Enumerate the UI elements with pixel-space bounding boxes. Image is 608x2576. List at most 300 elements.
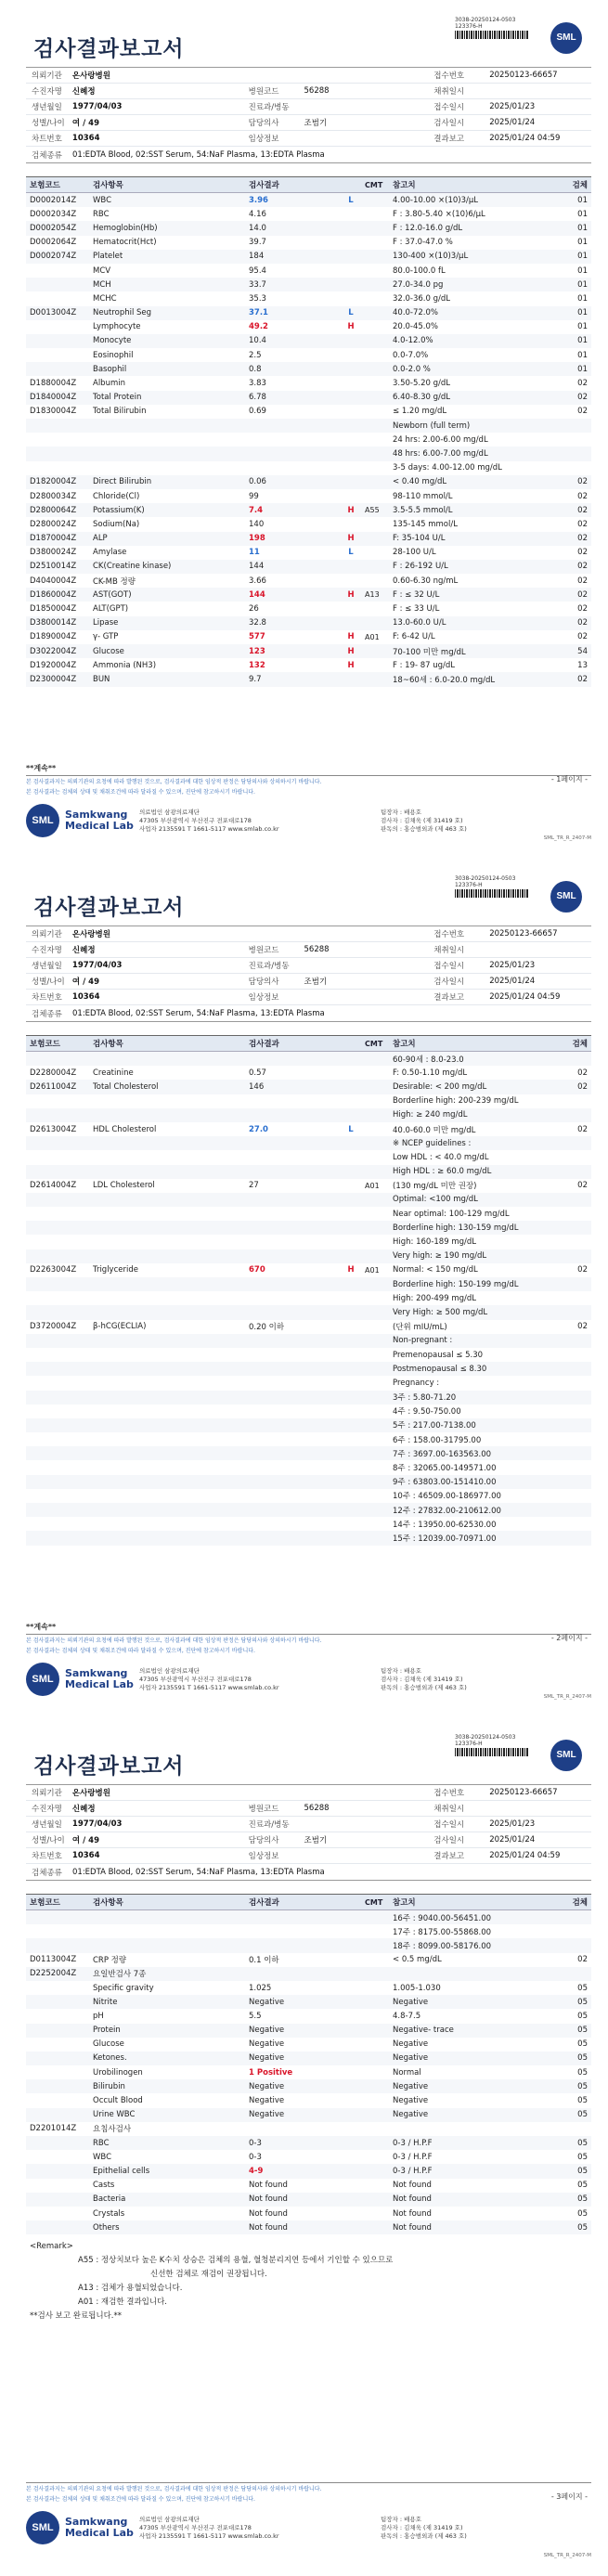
cell-result: 33.7 bbox=[249, 279, 266, 290]
birth-label: 생년월일 bbox=[32, 103, 62, 112]
cell-item: ALT(GPT) bbox=[93, 604, 129, 615]
cell-spec: 02 bbox=[577, 548, 588, 558]
chart-no-value: 10364 bbox=[71, 134, 100, 143]
chart-no-label: 차트번호 bbox=[32, 135, 62, 144]
cell-spec: 02 bbox=[577, 589, 588, 600]
cell-result: 3.96 bbox=[249, 195, 268, 205]
cell-ref: < 0.40 mg/dL bbox=[393, 477, 447, 487]
table-row bbox=[26, 1517, 591, 1531]
page-footer bbox=[26, 2480, 591, 2558]
table-row bbox=[26, 2122, 591, 2136]
cell-ref: 6주 : 158.00-31795.00 bbox=[393, 1435, 482, 1445]
cell-spec: 02 bbox=[577, 1265, 588, 1275]
result-date-value: 2025/01/24 04:59 bbox=[489, 1851, 561, 1860]
cell-result: 11 bbox=[249, 548, 260, 558]
table-header bbox=[26, 1895, 591, 1910]
cell-flag: L bbox=[348, 195, 354, 205]
hospital-code-label: 병원코드 bbox=[248, 1805, 279, 1814]
table-row bbox=[26, 1150, 591, 1164]
brand-name-line1: Samkwang bbox=[65, 2516, 128, 2528]
cell-ref: F : ≤ 33 U/L bbox=[393, 604, 440, 615]
cell-code: D2800024Z bbox=[30, 519, 77, 529]
cell-item: Amylase bbox=[93, 548, 127, 558]
receipt-no-label: 접수번호 bbox=[433, 1789, 465, 1798]
sex-age-label: 성별/나이 bbox=[32, 977, 65, 987]
exam-date-label: 검사일시 bbox=[433, 977, 465, 987]
collect-date-label: 채취일시 bbox=[433, 1805, 465, 1814]
cell-item: Potassium(K) bbox=[93, 505, 145, 515]
cell-flag: H bbox=[347, 534, 355, 544]
cell-spec: 01 bbox=[577, 209, 588, 219]
cell-code: D0002074Z bbox=[30, 252, 77, 262]
table-row bbox=[26, 207, 591, 221]
info-row bbox=[26, 926, 591, 942]
receipt-no-label: 접수번호 bbox=[433, 930, 465, 939]
cell-item: Specific gravity bbox=[93, 1983, 154, 1993]
specimen-label: 검체종류 bbox=[32, 1868, 62, 1878]
cell-spec: 01 bbox=[577, 279, 588, 290]
form-id: SML_TR_R_2407-M bbox=[543, 1694, 591, 1700]
info-row bbox=[26, 974, 591, 990]
cell-result: 35.3 bbox=[249, 293, 266, 304]
cell-ref: 12주 : 27832.00-210612.00 bbox=[393, 1506, 501, 1516]
barcode-line-1: 3038-20250124-0503 bbox=[455, 875, 516, 882]
address-line-3: 사업자 2135591 T 1661-5117 www.smlab.co.kr bbox=[139, 2531, 279, 2540]
info-row bbox=[26, 1832, 591, 1848]
brand-name-line2: Medical Lab bbox=[65, 820, 134, 832]
col-code: 보험코드 bbox=[30, 1040, 60, 1049]
table-row bbox=[26, 2024, 591, 2038]
page-footer bbox=[26, 763, 591, 841]
cell-result: Negative bbox=[249, 2096, 285, 2106]
table-row bbox=[26, 1179, 591, 1193]
cell-result: 0.69 bbox=[249, 407, 266, 417]
staff-line-3: 판독의 : 홍승범외과 (제 463 호) bbox=[381, 824, 467, 833]
page-header bbox=[26, 1727, 591, 1784]
table-row bbox=[26, 2207, 591, 2220]
cell-spec: 01 bbox=[577, 238, 588, 248]
cell-ref: 135-145 mmol/L bbox=[393, 519, 458, 529]
hospital-code-value: 56288 bbox=[304, 945, 330, 954]
cell-code: D3022004Z bbox=[30, 646, 77, 656]
name-label: 수진자명 bbox=[32, 87, 62, 97]
table-row bbox=[26, 1277, 591, 1291]
cell-ref: 14주 : 13950.00-62530.00 bbox=[393, 1520, 497, 1530]
cell-code: D2614004Z bbox=[30, 1181, 77, 1191]
hospital-code-value: 56288 bbox=[304, 1804, 330, 1813]
cell-item: Albumin bbox=[93, 379, 125, 389]
cell-spec: 05 bbox=[577, 2026, 588, 2036]
cell-ref: 3.50-5.20 g/dL bbox=[393, 379, 451, 389]
cell-item: Total Protein bbox=[93, 393, 142, 403]
cell-ref: ≤ 1.20 mg/dL bbox=[393, 407, 447, 417]
remark-a01: A01 : 재검한 결과입니다. bbox=[78, 2298, 167, 2308]
table-row bbox=[26, 362, 591, 376]
table-row bbox=[26, 1531, 591, 1545]
cell-result: 6.78 bbox=[249, 393, 266, 403]
cell-item: WBC bbox=[93, 2152, 112, 2162]
cell-ref: 60-90세 : 8.0-23.0 bbox=[393, 1055, 464, 1065]
cell-result: Negative bbox=[249, 2053, 285, 2064]
cell-code: D0002014Z bbox=[30, 195, 77, 205]
cell-ref: Negative bbox=[393, 2039, 429, 2050]
cell-spec: 05 bbox=[577, 2208, 588, 2219]
info-row bbox=[26, 990, 591, 1005]
cell-ref: 13.0-60.0 U/L bbox=[393, 618, 446, 628]
page-footer bbox=[26, 1622, 591, 1700]
col-result: 검사결과 bbox=[249, 1040, 279, 1049]
cell-result: 144 bbox=[249, 562, 265, 572]
col-spec: 검체 bbox=[572, 1040, 588, 1049]
barcode-bars bbox=[455, 31, 529, 39]
receipt-no-label: 접수번호 bbox=[433, 71, 465, 81]
doctor-value: 조범기 bbox=[304, 119, 328, 128]
cell-item: β-hCG(ECLIA) bbox=[93, 1322, 147, 1332]
table-row bbox=[26, 1391, 591, 1405]
cell-code: D3800014Z bbox=[30, 618, 77, 628]
page-header bbox=[26, 868, 591, 926]
cell-spec: 05 bbox=[577, 2222, 588, 2233]
cell-spec: 01 bbox=[577, 293, 588, 304]
cell-spec: 02 bbox=[577, 1181, 588, 1191]
cell-code: D2201014Z bbox=[30, 2124, 77, 2134]
cell-ref: F : 26-192 U/L bbox=[393, 562, 448, 572]
cell-ref: (단위 mIU/mL) bbox=[393, 1323, 447, 1333]
table-row bbox=[26, 588, 591, 602]
cell-ref: 0-3 / H.P.F bbox=[393, 2166, 433, 2176]
dept-label: 진료과/병동 bbox=[248, 1820, 290, 1830]
cell-ref: Not found bbox=[393, 2194, 432, 2205]
info-row bbox=[26, 131, 591, 147]
cell-ref: 0.60-6.30 ng/mL bbox=[393, 576, 459, 586]
cell-ref: Newborn (full term) bbox=[393, 421, 471, 431]
cell-spec: 02 bbox=[577, 407, 588, 417]
table-row bbox=[26, 1320, 591, 1334]
cell-result: 0.06 bbox=[249, 477, 266, 487]
cell-ref: Premenopausal ≤ 5.30 bbox=[393, 1350, 484, 1360]
cell-result: 10.4 bbox=[249, 336, 266, 346]
table-row bbox=[26, 1305, 591, 1319]
brand-name bbox=[65, 809, 139, 832]
cell-item: Casts bbox=[93, 2181, 115, 2191]
cell-result: 577 bbox=[249, 632, 265, 642]
cell-code: D0002064Z bbox=[30, 238, 77, 248]
table-row bbox=[26, 1263, 591, 1277]
cell-spec: 02 bbox=[577, 632, 588, 642]
exam-date-value: 2025/01/24 bbox=[489, 1835, 536, 1845]
table-row bbox=[26, 291, 591, 305]
table-row bbox=[26, 1489, 591, 1503]
table-row bbox=[26, 517, 591, 531]
document-title: 검사결과보고서 bbox=[33, 896, 185, 920]
cell-ref: Near optimal: 100-129 mg/dL bbox=[393, 1209, 510, 1219]
cell-item: AST(GOT) bbox=[93, 589, 132, 600]
cell-spec: 01 bbox=[577, 308, 588, 318]
cell-code: D1880004Z bbox=[30, 379, 77, 389]
cell-item: MCHC bbox=[93, 293, 117, 304]
col-result: 검사결과 bbox=[249, 181, 279, 190]
cell-item: Triglyceride bbox=[93, 1265, 138, 1275]
doctor-label: 담당의사 bbox=[248, 119, 279, 128]
table-row bbox=[26, 489, 591, 503]
cell-item: Bilirubin bbox=[93, 2081, 125, 2091]
info-row bbox=[26, 1864, 591, 1880]
table-row bbox=[26, 2179, 591, 2193]
cell-spec: 05 bbox=[577, 2194, 588, 2205]
cell-ref: 0.0-7.0% bbox=[393, 350, 429, 360]
table-row bbox=[26, 2079, 591, 2093]
cell-result: 670 bbox=[249, 1265, 265, 1275]
collect-date-label: 채취일시 bbox=[433, 946, 465, 955]
cell-spec: 05 bbox=[577, 2067, 588, 2078]
barcode-line-2: 123376-H bbox=[455, 1741, 483, 1747]
cell-spec: 02 bbox=[577, 505, 588, 515]
col-ref: 참고치 bbox=[393, 1898, 416, 1908]
info-row bbox=[26, 958, 591, 974]
cell-ref: 0-3 / H.P.F bbox=[393, 2152, 433, 2162]
table-row bbox=[26, 264, 591, 278]
cell-cmt: A01 bbox=[365, 1181, 380, 1190]
cell-ref: Normal: < 150 mg/dL bbox=[393, 1265, 478, 1275]
cell-spec: 02 bbox=[577, 534, 588, 544]
table-row bbox=[26, 236, 591, 250]
cell-ref: 32.0-36.0 g/dL bbox=[393, 293, 451, 304]
cell-item: 요일반검사 7종 bbox=[93, 1970, 147, 1980]
cell-result: 3.66 bbox=[249, 576, 266, 586]
cell-result: 0.1 이하 bbox=[249, 1956, 279, 1966]
cell-ref: Optimal: <100 mg/dL bbox=[393, 1195, 478, 1205]
cell-item: Nitrite bbox=[93, 1997, 118, 2007]
cell-result: 26 bbox=[249, 604, 259, 615]
cell-spec: 05 bbox=[577, 1983, 588, 1993]
brand-name-line2: Medical Lab bbox=[65, 1678, 134, 1690]
table-row bbox=[26, 1193, 591, 1207]
table-row bbox=[26, 2093, 591, 2107]
cell-ref: F : 37.0-47.0 % bbox=[393, 238, 453, 248]
cell-result: 198 bbox=[249, 534, 265, 544]
cell-flag: H bbox=[347, 505, 355, 515]
notice-1: 본 검사결과지는 의뢰기관의 요청에 따라 발행된 것으로, 검사결과에 대한 임상적 판정은 담당의사와 상의하시기 바랍니다. bbox=[26, 2486, 322, 2492]
cell-ref: 70-100 미만 mg/dL bbox=[393, 647, 466, 657]
cell-spec: 05 bbox=[577, 2039, 588, 2050]
result-date-value: 2025/01/24 04:59 bbox=[489, 992, 561, 1002]
brand-name bbox=[65, 2517, 139, 2539]
cell-result: 49.2 bbox=[249, 322, 268, 332]
cell-result: Not found bbox=[249, 2194, 288, 2205]
cell-code: D2252004Z bbox=[30, 1969, 77, 1979]
table-row bbox=[26, 1122, 591, 1136]
cell-item: Epithelial cells bbox=[93, 2166, 150, 2176]
brand-name-line1: Samkwang bbox=[65, 1667, 128, 1679]
cell-flag: H bbox=[347, 322, 355, 332]
cell-ref: 17주 : 8175.00-55868.00 bbox=[393, 1927, 492, 1937]
address-line-3: 사업자 2135591 T 1661-5117 www.smlab.co.kr bbox=[139, 824, 279, 833]
table-row bbox=[26, 461, 591, 475]
lab-staff bbox=[381, 1667, 467, 1692]
form-id: SML_TR_R_2407-M bbox=[543, 835, 591, 841]
table-row bbox=[26, 278, 591, 291]
cell-result: Not found bbox=[249, 2208, 288, 2219]
cell-item: Glucose bbox=[93, 646, 124, 656]
cell-flag: H bbox=[347, 1265, 355, 1275]
cell-code: D0002054Z bbox=[30, 223, 77, 233]
table-row bbox=[26, 2009, 591, 2023]
cell-spec: 05 bbox=[577, 2166, 588, 2176]
cell-result: 4.16 bbox=[249, 209, 266, 219]
cell-item: Lymphocyte bbox=[93, 322, 141, 332]
cell-code: D0013004Z bbox=[30, 308, 77, 318]
receipt-no-value: 20250123-66657 bbox=[489, 1788, 558, 1797]
cell-item: BUN bbox=[93, 674, 110, 684]
table-row bbox=[26, 1938, 591, 1952]
cell-ref: 0.0-2.0 % bbox=[393, 364, 431, 374]
cell-result: 7.4 bbox=[249, 505, 264, 515]
cell-item: CRP 정량 bbox=[93, 1956, 127, 1966]
info-row bbox=[26, 147, 591, 162]
cell-ref: F : 12.0-16.0 g/dL bbox=[393, 223, 463, 233]
table-row bbox=[26, 503, 591, 517]
cell-ref: 48 hrs: 6.00-7.00 mg/dL bbox=[393, 448, 488, 459]
page-number: - 1페이지 - bbox=[550, 775, 588, 783]
hospital-code-label: 병원코드 bbox=[248, 87, 279, 97]
barcode bbox=[455, 875, 529, 898]
table-row bbox=[26, 2150, 591, 2164]
exam-date-value: 2025/01/24 bbox=[489, 118, 536, 127]
report-page bbox=[0, 859, 608, 1717]
table-row bbox=[26, 1207, 591, 1221]
sml-logo: SML bbox=[550, 881, 582, 913]
cell-spec: 02 bbox=[577, 393, 588, 403]
cell-spec: 01 bbox=[577, 364, 588, 374]
cell-ref: 8주 : 32065.00-149571.00 bbox=[393, 1464, 497, 1474]
table-body bbox=[26, 1052, 591, 1546]
remark-a13: A13 : 검체가 용혈되었습니다. bbox=[78, 2284, 183, 2294]
receipt-no-value: 20250123-66657 bbox=[489, 71, 558, 80]
cell-item: pH bbox=[93, 2011, 104, 2021]
hospital-code-value: 56288 bbox=[304, 86, 330, 96]
doctor-label: 담당의사 bbox=[248, 1836, 279, 1845]
table-row bbox=[26, 1981, 591, 1995]
cell-ref: (130 mg/dL 미만 권장) bbox=[393, 1182, 477, 1192]
table-row bbox=[26, 221, 591, 235]
sml-logo: SML bbox=[26, 804, 59, 837]
info-row bbox=[26, 68, 591, 84]
birth-label: 생년월일 bbox=[32, 962, 62, 971]
cell-spec: 02 bbox=[577, 1322, 588, 1332]
sex-age-label: 성별/나이 bbox=[32, 119, 65, 128]
cell-ref: Negative- trace bbox=[393, 2026, 454, 2036]
staff-line-3: 판독의 : 홍승범외과 (제 463 호) bbox=[381, 2531, 467, 2540]
cell-item: Hemoglobin(Hb) bbox=[93, 223, 158, 233]
cell-item: γ- GTP bbox=[93, 632, 119, 642]
col-item: 검사항목 bbox=[93, 1040, 123, 1049]
info-row bbox=[26, 99, 591, 115]
cell-spec: 01 bbox=[577, 265, 588, 276]
table-row bbox=[26, 306, 591, 320]
cell-result: 39.7 bbox=[249, 238, 266, 248]
cell-spec: 05 bbox=[577, 2152, 588, 2162]
cell-flag: H bbox=[347, 632, 355, 642]
cell-result: Negative bbox=[249, 1997, 285, 2007]
barcode-bars bbox=[455, 1748, 529, 1756]
cell-ref: High HDL : ≥ 60.0 mg/dL bbox=[393, 1167, 492, 1177]
table-row bbox=[26, 193, 591, 207]
table-row bbox=[26, 644, 591, 658]
cell-spec: 05 bbox=[577, 2081, 588, 2091]
result-table bbox=[26, 176, 591, 687]
col-spec: 검체 bbox=[572, 1898, 588, 1908]
table-row bbox=[26, 376, 591, 390]
cell-ref: Borderline high: 150-199 mg/dL bbox=[393, 1279, 519, 1289]
cell-code: D2510014Z bbox=[30, 562, 77, 572]
receipt-date-label: 접수일시 bbox=[433, 103, 465, 112]
notice-1: 본 검사결과지는 의뢰기관의 요청에 따라 발행된 것으로, 검사결과에 대한 임상적 판정은 담당의사와 상의하시기 바랍니다. bbox=[26, 779, 322, 785]
table-row bbox=[26, 1052, 591, 1066]
cell-ref: F: 6-42 U/L bbox=[393, 632, 435, 642]
info-row bbox=[26, 84, 591, 99]
cell-ref: F: 0.50-1.10 mg/dL bbox=[393, 1068, 468, 1078]
cell-code: D2800034Z bbox=[30, 491, 77, 501]
table-row bbox=[26, 546, 591, 560]
cell-item: Chloride(Cl) bbox=[93, 491, 140, 501]
cell-ref: 0-3 / H.P.F bbox=[393, 2138, 433, 2148]
cell-ref: 24 hrs: 2.00-6.00 mg/dL bbox=[393, 434, 488, 445]
cell-cmt: A01 bbox=[365, 1265, 380, 1275]
cell-result: 37.1 bbox=[249, 308, 268, 318]
info-row bbox=[26, 1801, 591, 1817]
staff-line-1: 팀장자 : 배용호 bbox=[381, 1666, 421, 1675]
chart-no-label: 차트번호 bbox=[32, 993, 62, 1003]
document-title: 검사결과보고서 bbox=[33, 37, 185, 61]
institution-value: 온사랑병원 bbox=[71, 71, 110, 81]
patient-info bbox=[26, 67, 591, 163]
table-row bbox=[26, 2164, 591, 2178]
doctor-value: 조범기 bbox=[304, 1836, 328, 1845]
cell-spec: 01 bbox=[577, 322, 588, 332]
cell-item: Others bbox=[93, 2222, 120, 2233]
cell-code: D2611004Z bbox=[30, 1081, 77, 1092]
cell-item: Sodium(Na) bbox=[93, 519, 140, 529]
table-row bbox=[26, 1362, 591, 1376]
cell-spec: 02 bbox=[577, 674, 588, 684]
cell-spec: 02 bbox=[577, 1081, 588, 1092]
cell-spec: 02 bbox=[577, 1955, 588, 1965]
cell-spec: 01 bbox=[577, 252, 588, 262]
cell-result: 146 bbox=[249, 1081, 265, 1092]
receipt-date-label: 접수일시 bbox=[433, 962, 465, 971]
table-row bbox=[26, 1405, 591, 1418]
cell-ref: 1.005-1.030 bbox=[393, 1983, 441, 1993]
cell-result: 0.8 bbox=[249, 364, 262, 374]
table-row bbox=[26, 1249, 591, 1263]
name-label: 수진자명 bbox=[32, 946, 62, 955]
staff-line-2: 검사자 : 김채욱 (제 31419 호) bbox=[381, 1675, 463, 1683]
form-id: SML_TR_R_2407-M bbox=[543, 2553, 591, 2558]
patient-info bbox=[26, 926, 591, 1022]
cell-spec: 05 bbox=[577, 2053, 588, 2064]
cell-result: 123 bbox=[249, 646, 265, 656]
table-row bbox=[26, 532, 591, 546]
table-row bbox=[26, 574, 591, 588]
cell-ref: 20.0-45.0% bbox=[393, 322, 438, 332]
cell-ref: 4.0-12.0% bbox=[393, 336, 433, 346]
cell-code: D0113004Z bbox=[30, 1955, 77, 1965]
table-row bbox=[26, 1165, 591, 1179]
cell-spec: 02 bbox=[577, 1124, 588, 1134]
receipt-no-value: 20250123-66657 bbox=[489, 929, 558, 938]
report-page bbox=[0, 0, 608, 859]
cell-code: D2263004Z bbox=[30, 1265, 77, 1275]
